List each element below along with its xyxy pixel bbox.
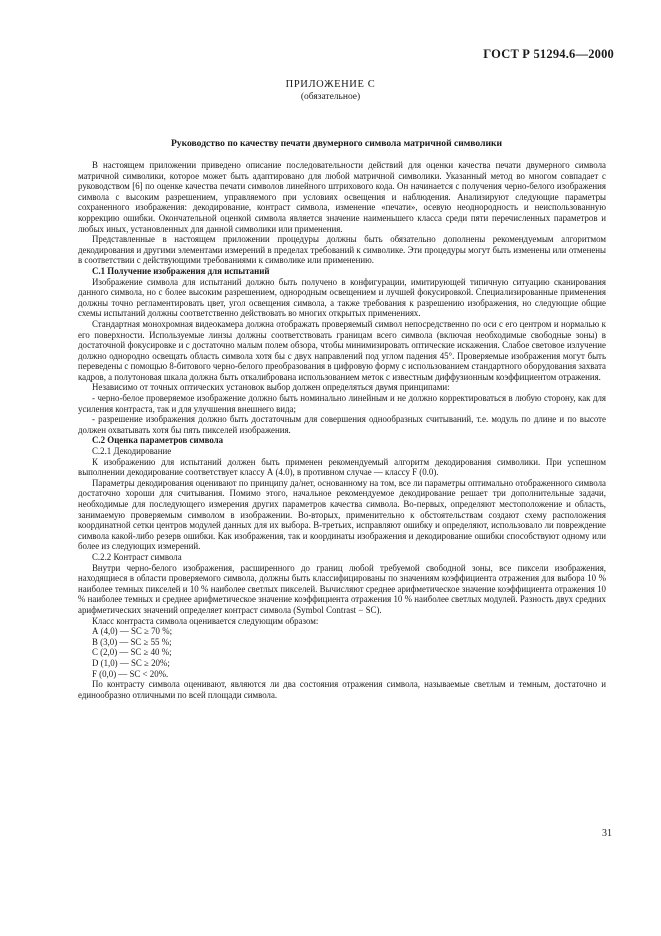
bullet-c1-1: - черно-белое проверяемое изображение должно быть номинально линейным и не должно корректироваться в любую сторону, как для усиления контраста, так и для улучшения внешнего вида;: [78, 393, 606, 414]
paragraph-c22-1: Внутри черно-белого изображения, расширенного до границ любой требуемой свободной зоны, все пиксели изображения, находящиеся в области проверяемого символа, должны быть классифицированы по значениям коэффициента отражения для выбора 10 % наиболее темных пикселей и 10 % наиболее светлых пикселей. Вычисляют среднее арифметическое значение коэффициента отражения 10 % наиболее темных и среднее арифметическое значение коэффициента отражения 10 % наиболее светлых модулей. Разность двух средних арифметических значений определяет контраст символа (Symbol Contrast − SC).: [78, 562, 606, 615]
grade-list: [78, 626, 606, 679]
document-title: Руководство по качеству печати двумерного символа матричной символики: [170, 138, 503, 149]
paragraph-intro-1: В настоящем приложении приведено описание последовательности действий для оценки качества печати двумерного символа матричной символики, которое может быть адаптировано для любой матричной символики. Указанный метод во многом совпадает с руководством [6] по оценке качества печати символов линейного штрихового кода. Он начинается с получения черно-белого изображения символа с высоким разрешением, управляемого при условиях освещения и наблюдения. Анализируют следующие параметры сохраненного изображения: декодирование, контраст символа, изменение «печати», осевую неоднородность и неиспользованную коррекцию ошибки. Окончательной оценкой символа является значение наименьшего класса среди пяти перечисленных параметров и любых иных, установленных для данной символики или применения.: [78, 160, 606, 234]
paragraph-intro-2: Представленные в настоящем приложении процедуры должны быть обязательно дополнены рекомендуемым алгоритмом декодирования и другими элементами измерений в пределах требований к символике. Эти процедуры могут быть изменены или отменены в соответствии с действующими требованиями к символике или применению.: [78, 234, 606, 266]
paragraph-c1-3: Независимо от точных оптических установок выбор должен определяться двумя принципами:: [92, 382, 450, 393]
appendix-subtitle: (обязательное): [300, 92, 361, 102]
paragraph-c22-3: По контрасту символа оценивают, являются ли два состояния отражения символа, называемые светлым и темным, достаточно и единообразно отличными по всей площади символа.: [78, 679, 606, 700]
document-body: [78, 160, 606, 700]
paragraph-c21-1: К изображению для испытаний должен быть применен рекомендуемый алгоритм декодирования символики. При успешном выполнении декодирование соответствует классу А (4.0), в противном случае — классу F (0.0).: [78, 456, 606, 478]
appendix-heading: [0, 79, 661, 103]
bullet-c1-2: - разрешение изображения должно быть достаточным для совершения однообразных считываний, т.е. модуль по длине и по высоте должен охватывать хотя бы пять пикселей изображения.: [78, 414, 606, 435]
section-c1-heading: С.1 Получение изображения для испытаний: [92, 265, 270, 276]
list-item: F (0,0) — SC < 20%.: [92, 668, 169, 679]
subsection-c21-heading: С.2.1 Декодирование: [92, 446, 172, 457]
paragraph-c1-1: Изображение символа для испытаний должно быть получено в конфигурации, имитирующей типичную ситуацию сканирования данного символа, но с более высоким разрешением, однородным освещением и лучшей фокусировкой. Специализированные применения должны точно регламентировать цвет, угол освещения символа, а также требования к разрешению изображения, но следующие общие схемы испытаний должны соответственно действовать во многих открытых применениях.: [78, 276, 606, 319]
paragraph-c22-2: Класс контраста символа оценивается следующим образом:: [92, 615, 319, 626]
paragraph-c1-2: Стандартная монохромная видеокамера должна отображать проверяемый символ непосредственно по оси с его центром и нормалью к его поверхности. Используемые линзы должны соответствовать границам всего символа (включая необходимые свободные зоны) в достаточной фокусировке и с достаточно малым полем обзора, чтобы минимизировать оптические искажения. Слабое световое излучение должно однородно освещать область символа хотя бы с двух направлений под углом падения 45°. Проверяемые изображения могут быть переведены с помощью 8-битового черно-белого преобразования в цифровую форму с использованием стандартного оборудования захвата кадров, а полутоновая шкала должна быть откалиброванa использованием меток с известным диффузионным коэффициентом отражения.: [78, 318, 606, 382]
page-number: 31: [602, 828, 612, 839]
list-item: С (2,0) — SC ≥ 40 %;: [92, 647, 172, 658]
list-item: А (4,0) — SC ≥ 70 %;: [92, 626, 173, 637]
appendix-title: ПРИЛОЖЕНИЕ С: [285, 79, 376, 90]
list-item: D (1,0) — SC ≥ 20%;: [92, 657, 170, 668]
section-c2-heading: С.2 Оценка параметров символа: [92, 435, 224, 446]
standard-number: ГОСТ Р 51294.6—2000: [483, 47, 614, 61]
paragraph-c21-2: Параметры декодирования оценивают по принципу да/нет, основанному на том, все ли параметры оптимально отображенного символа достаточно хороши для считывания. Помимо этого, начальное рекомендуемое декодирование решает три дополнительные задачи, необходимые для последующего измерения других параметров качества символа. Во-первых, определяют местоположение и область, занимаемую проверяемым символом в изображении. Во-вторых, применительно к обстоятельствам создают схему расположения координатной сетки центров модулей данных для их выбора. В-третьих, исправляют ошибку и определяют, использовало ли повреждение символа какой-либо резерв ошибки. Как изображения, так и координаты изображения и декодирование ошибки способствуют одному или более из следующих измерений.: [78, 477, 606, 552]
list-item: В (3,0) — SC ≥ 55 %;: [92, 636, 172, 647]
subsection-c22-heading: С.2.2 Контраст символа: [92, 551, 182, 562]
